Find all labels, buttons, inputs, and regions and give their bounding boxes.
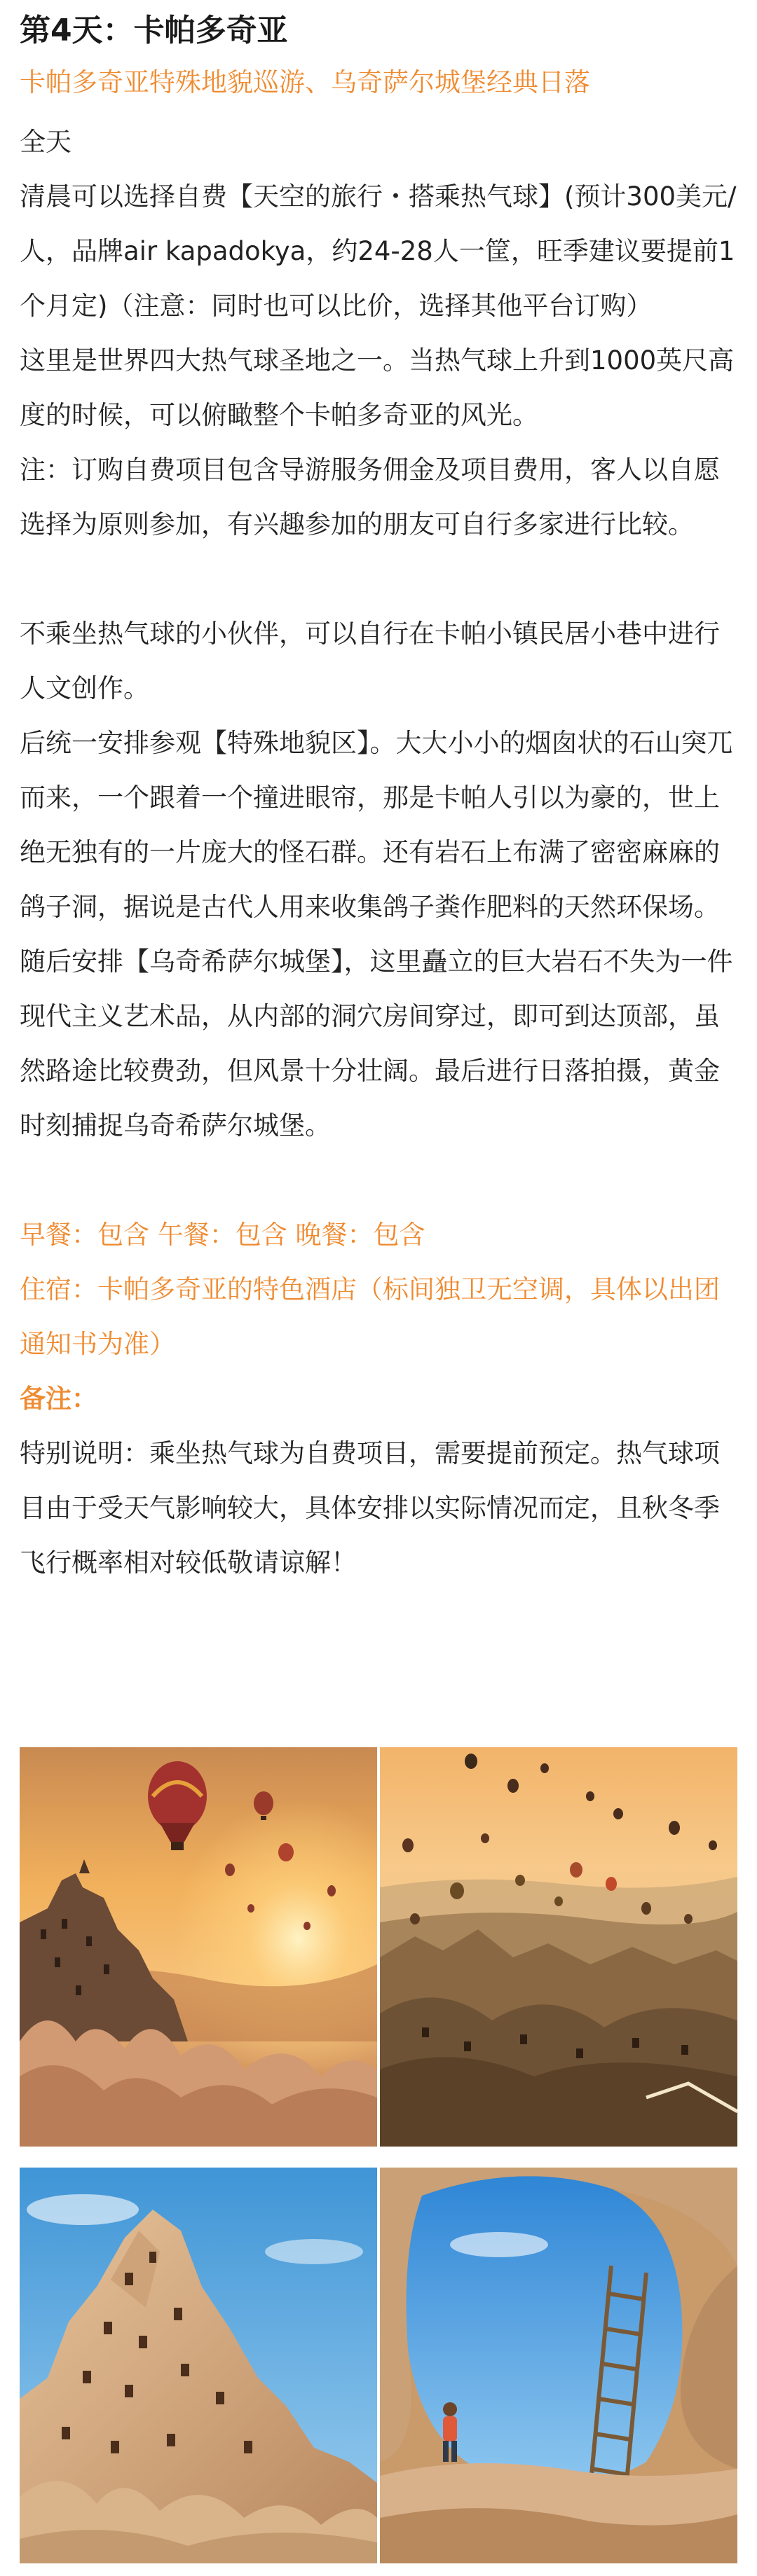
balloon-option-paragraph: 清晨可以选择自费【天空的旅行・搭乘热气球】(预计300美元/人，品牌air kapadokya，约24-28人一筐，旺季建议要提前1个月定)（注意：同时也可以比价，选择其他平台订购） [20, 181, 737, 321]
uchisar-castle-paragraph: 随后安排【乌奇希萨尔城堡】，这里矗立的巨大岩石不失为一件现代主义艺术品，从内部的洞穴房间穿过，即可到达顶部，虽然路途比较费劲，但风景十分壮阔。最后进行日落拍摄，黄金时刻捕捉乌奇希萨尔城堡。 [20, 946, 733, 1141]
balloon-valley-image [380, 1747, 737, 2147]
rock-castle-image [20, 2168, 377, 2563]
note-text: 特别说明：乘坐热气球为自费项目，需要提前预定。热气球项目由于受天气影响较大，具体安排以实际情况而定，且秋冬季飞行概率相对较低敬请谅解！ [20, 1438, 720, 1578]
photo-castle-sunset [20, 1747, 377, 2147]
castle-sunset-image [20, 1747, 377, 2147]
hotel-info: 住宿：卡帕多奇亚的特色酒店（标间独卫无空调，具体以出团通知书为准） [20, 1274, 720, 1359]
cave-window-image [380, 2168, 737, 2563]
meals-info: 早餐：包含 午餐：包含 晚餐：包含 [20, 1220, 425, 1250]
photo-balloon-valley [380, 1747, 737, 2147]
paragraph-spacer [20, 552, 737, 607]
special-landform-paragraph: 后统一安排参观【特殊地貌区】。大大小小的烟囱状的石山突兀而来，一个跟着一个撞进眼帘，那是卡帕人引以为豪的，世上绝无独有的一片庞大的怪石群。还有岩石上布满了密密麻麻的鸽子洞，据说是古代人用来收集鸽子粪作肥料的天然环保场。 [20, 728, 733, 922]
all-day-label: 全天 [20, 127, 71, 157]
balloon-holy-land-paragraph: 这里是世界四大热气球圣地之一。当热气球上升到1000英尺高度的时候，可以俯瞰整个卡帕多奇亚的风光。 [20, 345, 735, 430]
town-alternative-paragraph: 不乘坐热气球的小伙伴，可以自行在卡帕小镇民居小巷中进行人文创作。 [20, 619, 720, 703]
note-title: 备注： [20, 1384, 97, 1414]
paragraph-spacer [20, 1153, 737, 1208]
photo-cave-window [380, 2168, 737, 2563]
photo-grid [20, 1747, 737, 2563]
itinerary-body [20, 115, 737, 1590]
optional-fee-note-paragraph: 注：订购自费项目包含导游服务佣金及项目费用，客人以自愿选择为原则参加，有兴趣参加的朋友可自行多家进行比较。 [20, 455, 720, 539]
day-subtitle: 卡帕多奇亚特殊地貌巡游、乌奇萨尔城堡经典日落 [20, 67, 590, 97]
photo-rock-castle [20, 2168, 377, 2563]
day-title: 第4天：卡帕多奇亚 [20, 13, 288, 48]
